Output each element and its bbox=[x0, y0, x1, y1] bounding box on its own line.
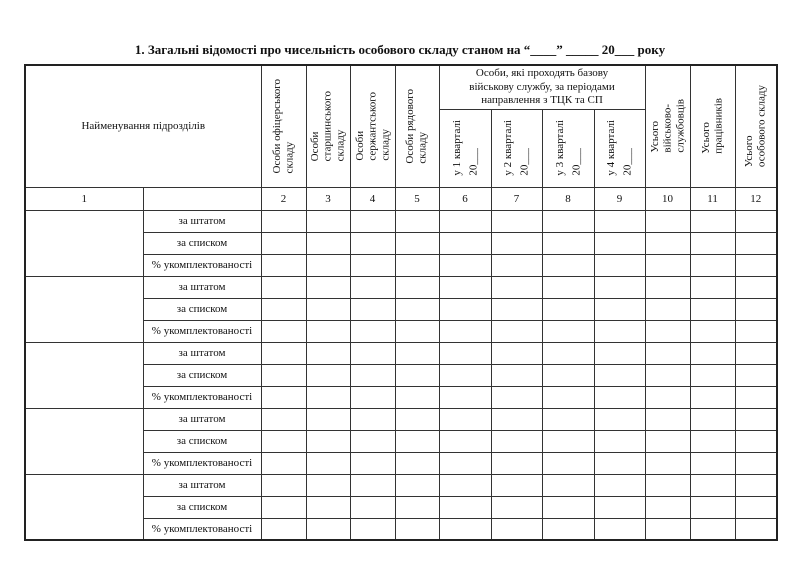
data-cell[interactable] bbox=[350, 496, 395, 518]
data-cell[interactable] bbox=[395, 364, 439, 386]
data-cell[interactable] bbox=[542, 408, 594, 430]
data-cell[interactable] bbox=[735, 452, 777, 474]
data-cell[interactable] bbox=[395, 496, 439, 518]
unit-name-cell[interactable] bbox=[25, 408, 143, 474]
basic-service-group-header bbox=[439, 65, 645, 109]
data-cell[interactable] bbox=[645, 386, 690, 408]
data-cell[interactable] bbox=[439, 232, 491, 254]
data-cell[interactable] bbox=[350, 430, 395, 452]
data-cell[interactable] bbox=[306, 474, 350, 496]
column-number: 11 bbox=[690, 187, 735, 210]
data-cell[interactable] bbox=[261, 276, 306, 298]
data-cell[interactable] bbox=[261, 342, 306, 364]
data-cell[interactable] bbox=[491, 320, 542, 342]
data-cell[interactable] bbox=[594, 364, 645, 386]
data-cell[interactable] bbox=[439, 518, 491, 540]
data-cell[interactable] bbox=[350, 474, 395, 496]
data-cell[interactable] bbox=[542, 474, 594, 496]
data-cell[interactable] bbox=[735, 210, 777, 232]
data-cell[interactable] bbox=[542, 210, 594, 232]
col-total-personnel-label: Усього особового складу bbox=[743, 85, 768, 168]
unit-name-cell[interactable] bbox=[25, 474, 143, 540]
data-cell[interactable] bbox=[735, 342, 777, 364]
quarter-3-label: у 3 кварталі 20___ bbox=[553, 120, 583, 176]
data-cell[interactable] bbox=[306, 364, 350, 386]
form-title: 1. Загальні відомості про чисельність особового складу станом на “____” _____ 20___ року bbox=[134, 42, 666, 57]
row-label: % укомплектованості bbox=[143, 254, 261, 276]
data-cell[interactable] bbox=[306, 342, 350, 364]
data-cell[interactable] bbox=[395, 210, 439, 232]
data-cell[interactable] bbox=[645, 430, 690, 452]
data-cell[interactable] bbox=[690, 408, 735, 430]
data-cell[interactable] bbox=[395, 276, 439, 298]
col-total-employees-label: Усього працівників bbox=[699, 98, 725, 155]
data-cell[interactable] bbox=[645, 210, 690, 232]
row-label: за списком bbox=[143, 364, 261, 386]
data-cell[interactable] bbox=[735, 518, 777, 540]
data-cell[interactable] bbox=[350, 276, 395, 298]
data-cell[interactable] bbox=[690, 320, 735, 342]
row-label: за штатом bbox=[143, 276, 261, 298]
data-cell[interactable] bbox=[261, 518, 306, 540]
data-cell[interactable] bbox=[491, 408, 542, 430]
row-label: за списком bbox=[143, 430, 261, 452]
basic-service-group-label: Особи, які проходять базову військову службу, за періодами направлення з ТЦК та СП bbox=[469, 67, 615, 106]
data-cell[interactable] bbox=[491, 452, 542, 474]
data-cell[interactable] bbox=[439, 408, 491, 430]
data-cell[interactable] bbox=[350, 364, 395, 386]
column-number: 8 bbox=[542, 187, 594, 210]
unit-name-header: Найменування підрозділів bbox=[25, 65, 261, 187]
data-cell[interactable] bbox=[542, 342, 594, 364]
data-cell[interactable] bbox=[261, 254, 306, 276]
data-cell[interactable] bbox=[542, 496, 594, 518]
data-cell[interactable] bbox=[261, 386, 306, 408]
row-label: за штатом bbox=[143, 342, 261, 364]
data-cell[interactable] bbox=[594, 386, 645, 408]
data-cell[interactable] bbox=[350, 298, 395, 320]
data-cell[interactable] bbox=[439, 254, 491, 276]
data-cell[interactable] bbox=[491, 276, 542, 298]
data-cell[interactable] bbox=[491, 518, 542, 540]
data-cell[interactable] bbox=[645, 276, 690, 298]
data-cell[interactable] bbox=[735, 232, 777, 254]
data-cell[interactable] bbox=[306, 496, 350, 518]
data-cell[interactable] bbox=[395, 342, 439, 364]
unit-name-cell[interactable] bbox=[25, 342, 143, 408]
data-cell[interactable] bbox=[690, 342, 735, 364]
data-cell[interactable] bbox=[491, 496, 542, 518]
data-cell[interactable] bbox=[261, 298, 306, 320]
data-cell[interactable] bbox=[594, 452, 645, 474]
data-cell[interactable] bbox=[261, 452, 306, 474]
data-cell[interactable] bbox=[395, 254, 439, 276]
col-total-servicemen-header bbox=[645, 65, 690, 187]
data-cell[interactable] bbox=[594, 232, 645, 254]
personnel-table bbox=[24, 64, 778, 541]
data-cell[interactable] bbox=[439, 342, 491, 364]
data-cell[interactable] bbox=[690, 518, 735, 540]
table-row bbox=[25, 408, 777, 430]
data-cell[interactable] bbox=[542, 254, 594, 276]
data-cell[interactable] bbox=[690, 232, 735, 254]
row-label: за списком bbox=[143, 496, 261, 518]
data-cell[interactable] bbox=[735, 496, 777, 518]
data-cell[interactable] bbox=[491, 342, 542, 364]
col-officers-header bbox=[261, 65, 306, 187]
column-number-blank bbox=[143, 187, 261, 210]
data-cell[interactable] bbox=[594, 474, 645, 496]
data-cell[interactable] bbox=[491, 386, 542, 408]
quarter-4-label: у 4 кварталі 20___ bbox=[605, 120, 634, 176]
data-cell[interactable] bbox=[690, 452, 735, 474]
row-label: за штатом bbox=[143, 474, 261, 496]
row-label: % укомплектованості bbox=[143, 518, 261, 540]
col-privates-header bbox=[395, 65, 439, 187]
data-cell[interactable] bbox=[542, 518, 594, 540]
data-cell[interactable] bbox=[439, 320, 491, 342]
data-cell[interactable] bbox=[306, 408, 350, 430]
data-cell[interactable] bbox=[594, 430, 645, 452]
data-cell[interactable] bbox=[491, 298, 542, 320]
data-cell[interactable] bbox=[261, 210, 306, 232]
data-cell[interactable] bbox=[594, 342, 645, 364]
data-cell[interactable] bbox=[645, 254, 690, 276]
data-cell[interactable] bbox=[645, 496, 690, 518]
data-cell[interactable] bbox=[690, 386, 735, 408]
data-cell[interactable] bbox=[306, 254, 350, 276]
data-cell[interactable] bbox=[350, 210, 395, 232]
table-row bbox=[25, 210, 777, 232]
column-number: 7 bbox=[491, 187, 542, 210]
column-number: 3 bbox=[306, 187, 350, 210]
data-cell[interactable] bbox=[350, 320, 395, 342]
data-cell[interactable] bbox=[395, 452, 439, 474]
data-cell[interactable] bbox=[491, 210, 542, 232]
table-row bbox=[25, 342, 777, 364]
data-cell[interactable] bbox=[645, 342, 690, 364]
col-privates-label: Особи рядового складу bbox=[404, 88, 430, 164]
data-cell[interactable] bbox=[439, 298, 491, 320]
data-cell[interactable] bbox=[735, 254, 777, 276]
data-cell[interactable] bbox=[690, 210, 735, 232]
data-cell[interactable] bbox=[491, 364, 542, 386]
column-number: 2 bbox=[261, 187, 306, 210]
data-cell[interactable] bbox=[735, 408, 777, 430]
data-cell[interactable] bbox=[395, 430, 439, 452]
data-cell[interactable] bbox=[645, 320, 690, 342]
quarter-1-header bbox=[439, 109, 491, 187]
table-body bbox=[25, 210, 777, 540]
data-cell[interactable] bbox=[439, 474, 491, 496]
data-cell[interactable] bbox=[594, 210, 645, 232]
column-numbers-row bbox=[25, 187, 777, 210]
data-cell[interactable] bbox=[645, 452, 690, 474]
data-cell[interactable] bbox=[491, 254, 542, 276]
column-number: 10 bbox=[645, 187, 690, 210]
data-cell[interactable] bbox=[542, 430, 594, 452]
data-cell[interactable] bbox=[350, 386, 395, 408]
data-cell[interactable] bbox=[594, 298, 645, 320]
quarter-4-header bbox=[594, 109, 645, 187]
data-cell[interactable] bbox=[542, 386, 594, 408]
data-cell[interactable] bbox=[690, 254, 735, 276]
data-cell[interactable] bbox=[690, 276, 735, 298]
data-cell[interactable] bbox=[395, 320, 439, 342]
data-cell[interactable] bbox=[735, 298, 777, 320]
data-cell[interactable] bbox=[350, 232, 395, 254]
data-cell[interactable] bbox=[350, 518, 395, 540]
table-row bbox=[25, 474, 777, 496]
data-cell[interactable] bbox=[542, 452, 594, 474]
data-cell[interactable] bbox=[735, 364, 777, 386]
row-label: % укомплектованості bbox=[143, 320, 261, 342]
header-row-top bbox=[25, 65, 777, 109]
unit-name-cell[interactable] bbox=[25, 276, 143, 342]
data-cell[interactable] bbox=[306, 320, 350, 342]
data-cell[interactable] bbox=[306, 232, 350, 254]
data-cell[interactable] bbox=[594, 408, 645, 430]
data-cell[interactable] bbox=[439, 276, 491, 298]
data-cell[interactable] bbox=[350, 408, 395, 430]
data-cell[interactable] bbox=[395, 232, 439, 254]
data-cell[interactable] bbox=[261, 364, 306, 386]
data-cell[interactable] bbox=[542, 298, 594, 320]
data-cell[interactable] bbox=[261, 496, 306, 518]
data-cell[interactable] bbox=[735, 474, 777, 496]
row-label: % укомплектованості bbox=[143, 386, 261, 408]
row-label: за списком bbox=[143, 232, 261, 254]
data-cell[interactable] bbox=[594, 518, 645, 540]
data-cell[interactable] bbox=[735, 320, 777, 342]
col-total-personnel-header bbox=[735, 65, 777, 187]
column-number: 12 bbox=[735, 187, 777, 210]
data-cell[interactable] bbox=[306, 452, 350, 474]
data-cell[interactable] bbox=[439, 210, 491, 232]
unit-name-cell[interactable] bbox=[25, 210, 143, 276]
data-cell[interactable] bbox=[439, 496, 491, 518]
data-cell[interactable] bbox=[395, 408, 439, 430]
col-warrant-officers-header bbox=[306, 65, 350, 187]
col-sergeants-label: Особи сержантського складу bbox=[353, 91, 391, 161]
data-cell[interactable] bbox=[306, 518, 350, 540]
data-cell[interactable] bbox=[395, 474, 439, 496]
quarter-2-header bbox=[491, 109, 542, 187]
data-cell[interactable] bbox=[261, 232, 306, 254]
data-cell[interactable] bbox=[350, 254, 395, 276]
row-label: за штатом bbox=[143, 408, 261, 430]
col-warrant-officers-label: Особи старшинського складу bbox=[309, 91, 347, 162]
col-officers-label: Особи офіцерського складу bbox=[270, 79, 296, 174]
data-cell[interactable] bbox=[645, 232, 690, 254]
quarter-2-label: у 2 кварталі 20___ bbox=[502, 120, 531, 176]
quarter-3-header bbox=[542, 109, 594, 187]
data-cell[interactable] bbox=[645, 364, 690, 386]
data-cell[interactable] bbox=[690, 474, 735, 496]
data-cell[interactable] bbox=[439, 430, 491, 452]
data-cell[interactable] bbox=[594, 320, 645, 342]
column-number: 6 bbox=[439, 187, 491, 210]
data-cell[interactable] bbox=[594, 496, 645, 518]
column-number: 1 bbox=[25, 187, 143, 210]
data-cell[interactable] bbox=[491, 474, 542, 496]
data-cell[interactable] bbox=[735, 430, 777, 452]
data-cell[interactable] bbox=[491, 430, 542, 452]
data-cell[interactable] bbox=[542, 364, 594, 386]
data-cell[interactable] bbox=[645, 298, 690, 320]
data-cell[interactable] bbox=[542, 320, 594, 342]
row-label: за штатом bbox=[143, 210, 261, 232]
column-number: 9 bbox=[594, 187, 645, 210]
data-cell[interactable] bbox=[439, 386, 491, 408]
data-cell[interactable] bbox=[395, 386, 439, 408]
data-cell[interactable] bbox=[542, 232, 594, 254]
data-cell[interactable] bbox=[350, 342, 395, 364]
data-cell[interactable] bbox=[306, 298, 350, 320]
col-total-employees-header bbox=[690, 65, 735, 187]
data-cell[interactable] bbox=[690, 298, 735, 320]
data-cell[interactable] bbox=[306, 210, 350, 232]
data-cell[interactable] bbox=[690, 496, 735, 518]
data-cell[interactable] bbox=[735, 386, 777, 408]
data-cell[interactable] bbox=[395, 518, 439, 540]
data-cell[interactable] bbox=[395, 298, 439, 320]
data-cell[interactable] bbox=[690, 430, 735, 452]
data-cell[interactable] bbox=[261, 430, 306, 452]
data-cell[interactable] bbox=[491, 232, 542, 254]
table-row bbox=[25, 276, 777, 298]
data-cell[interactable] bbox=[690, 364, 735, 386]
data-cell[interactable] bbox=[261, 408, 306, 430]
data-cell[interactable] bbox=[645, 408, 690, 430]
data-cell[interactable] bbox=[735, 276, 777, 298]
row-label: % укомплектованості bbox=[143, 452, 261, 474]
column-number: 5 bbox=[395, 187, 439, 210]
data-cell[interactable] bbox=[306, 276, 350, 298]
col-sergeants-header bbox=[350, 65, 395, 187]
data-cell[interactable] bbox=[594, 276, 645, 298]
data-cell[interactable] bbox=[306, 386, 350, 408]
column-number: 4 bbox=[350, 187, 395, 210]
col-total-servicemen-label: Усього військово- службовців bbox=[648, 99, 686, 154]
data-cell[interactable] bbox=[261, 320, 306, 342]
data-cell[interactable] bbox=[645, 474, 690, 496]
data-cell[interactable] bbox=[350, 452, 395, 474]
data-cell[interactable] bbox=[439, 452, 491, 474]
data-cell[interactable] bbox=[542, 276, 594, 298]
quarter-1-label: у 1 кварталі 20___ bbox=[450, 120, 480, 176]
data-cell[interactable] bbox=[306, 430, 350, 452]
data-cell[interactable] bbox=[261, 474, 306, 496]
row-label: за списком bbox=[143, 298, 261, 320]
data-cell[interactable] bbox=[594, 254, 645, 276]
data-cell[interactable] bbox=[439, 364, 491, 386]
data-cell[interactable] bbox=[645, 518, 690, 540]
